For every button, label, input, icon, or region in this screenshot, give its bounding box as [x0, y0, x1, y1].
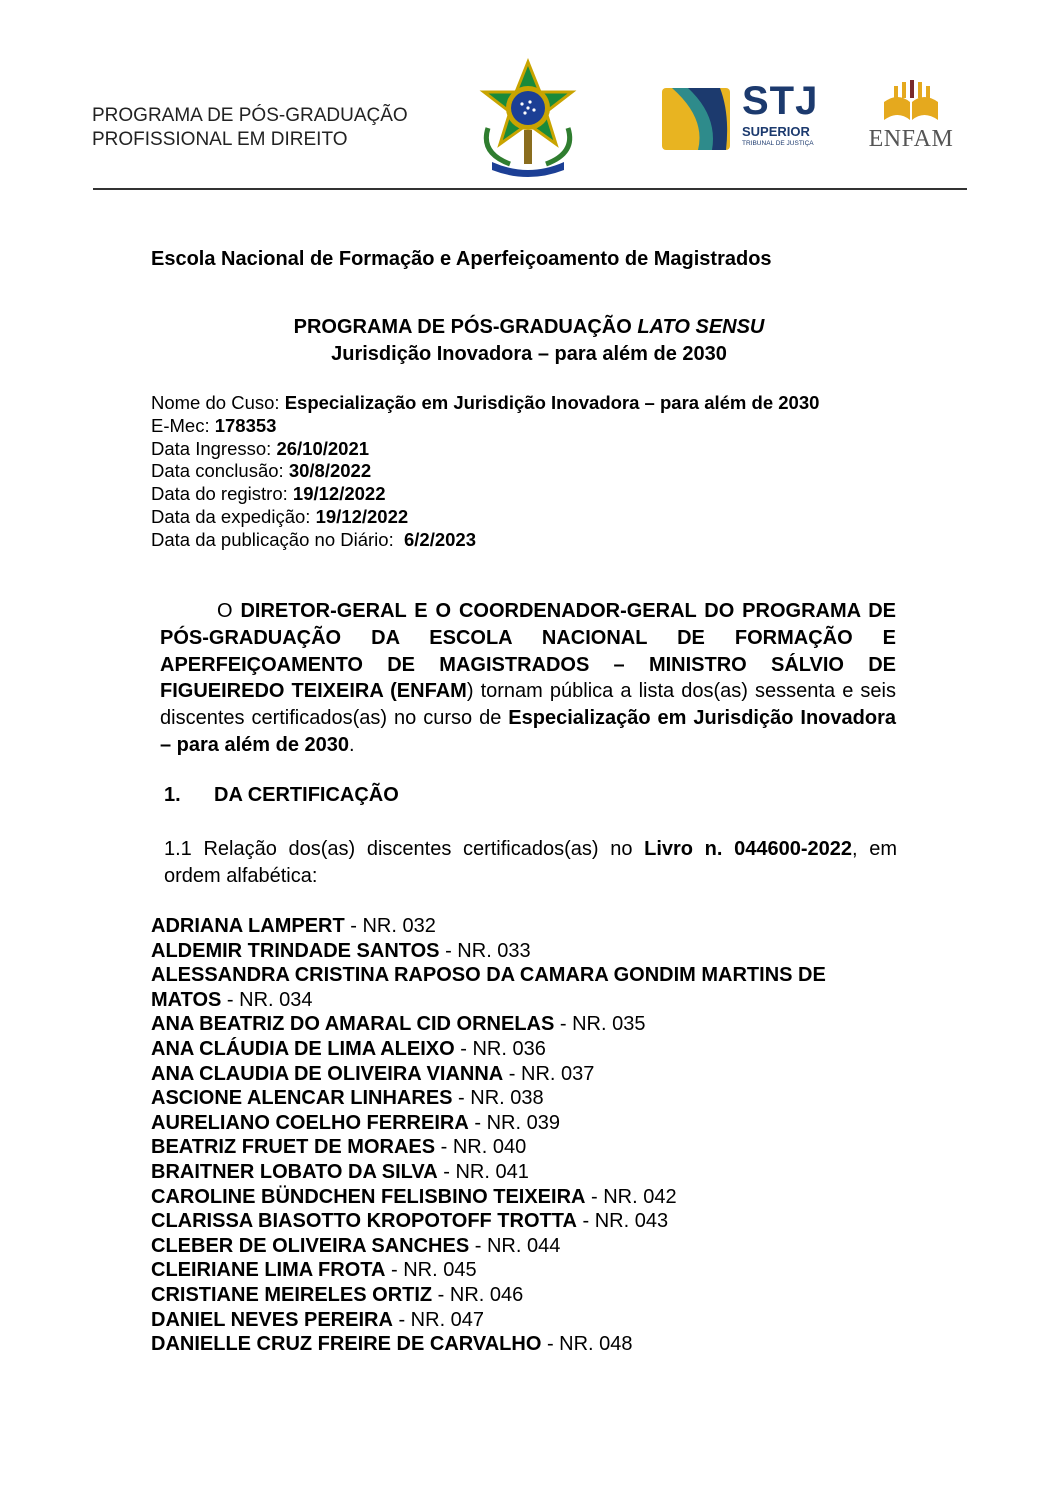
enfam-logo: [864, 80, 958, 156]
student-list: [151, 914, 901, 1357]
brazil-coat-of-arms-icon: [470, 58, 586, 178]
header-divider: [93, 188, 967, 190]
program-subtitle: Jurisdição Inovadora – para além de 2030: [331, 343, 727, 365]
stj-logo-sub1: SUPERIOR: [742, 124, 810, 139]
list-item: CLEIRIANE LIMA FROTA - NR. 045: [151, 1259, 477, 1282]
program-header-line2: PROFISSIONAL EM DIREITO: [92, 129, 348, 150]
list-item: CRISTIANE MEIRELES ORTIZ - NR. 046: [151, 1283, 524, 1306]
list-item: CLEBER DE OLIVEIRA SANCHES - NR. 044: [151, 1234, 561, 1257]
list-item: BRAITNER LOBATO DA SILVA - NR. 041: [151, 1160, 529, 1183]
list-item: ANA CLÁUDIA DE LIMA ALEIXO - NR. 036: [151, 1037, 546, 1060]
list-item: ANA CLAUDIA DE OLIVEIRA VIANNA - NR. 037: [151, 1062, 595, 1085]
stj-emblem-icon: [662, 82, 732, 154]
course-metadata: [151, 392, 819, 552]
list-item: ALESSANDRA CRISTINA RAPOSO DA CAMARA GONDIM MARTINS DE MATOS - NR. 034: [151, 964, 826, 1011]
program-title-prefix: PROGRAMA DE PÓS-GRADUAÇÃO: [293, 316, 638, 338]
meta-registration-date: Data do registro: 19/12/2022: [151, 483, 386, 505]
list-item: DANIEL NEVES PEREIRA - NR. 047: [151, 1308, 485, 1331]
section-number: 1.: [164, 784, 181, 806]
stj-logo: [662, 80, 834, 156]
school-name: Escola Nacional de Formação e Aperfeiçoamento de Magistrados: [151, 248, 772, 270]
meta-issue-date: Data da expedição: 19/12/2022: [151, 505, 409, 527]
meta-course-name: Nome do Cuso: Especialização em Jurisdição Inovadora – para além de 2030: [151, 392, 820, 413]
list-item: ALDEMIR TRINDADE SANTOS - NR. 033: [151, 939, 531, 962]
list-item: ANA BEATRIZ DO AMARAL CID ORNELAS - NR. 035: [151, 1013, 646, 1036]
enfam-book-icon: [864, 80, 958, 124]
meta-publication-date: Data da publicação no Diário: 6/2/2023: [151, 528, 476, 550]
stj-logo-sub2: TRIBUNAL DE JUSTIÇA: [742, 140, 814, 147]
section-title: DA CERTIFICAÇÃO: [214, 784, 399, 806]
intro-paragraph: O DIRETOR-GERAL E O COORDENADOR-GERAL DO PROGRAMA DE PÓS-GRADUAÇÃO DA ESCOLA NACIONAL DE FORMAÇÃO E APERFEIÇOAMENTO DE MAGISTRADOS – MINISTRO SÁLVIO DE FIGUEIREDO TEIXEIRA (ENFAM) tornam pública a lista dos(as) sessenta e seis discentes certificados(as) no curso de Especialização em Jurisdição Inovadora – para além de 2030.: [160, 600, 896, 756]
relation-paragraph: 1.1 Relação dos(as) discentes certificados(as) no Livro n. 044600-2022, em ordem alfabética:: [164, 838, 897, 887]
meta-conclusion-date: Data conclusão: 30/8/2022: [151, 460, 372, 482]
meta-emec: E-Mec: 178353: [151, 414, 277, 436]
list-item: CLARISSA BIASOTTO KROPOTOFF TROTTA - NR. 043: [151, 1210, 669, 1233]
list-item: ADRIANA LAMPERT - NR. 032: [151, 915, 436, 937]
list-item: ASCIONE ALENCAR LINHARES - NR. 038: [151, 1087, 544, 1110]
program-title: [151, 316, 907, 339]
list-item: CAROLINE BÜNDCHEN FELISBINO TEIXEIRA - NR. 042: [151, 1185, 677, 1208]
enfam-logo-text: ENFAM: [868, 126, 954, 152]
program-header: [92, 104, 408, 152]
list-item: DANIELLE CRUZ FREIRE DE CARVALHO - NR. 048: [151, 1333, 633, 1356]
list-item: BEATRIZ FRUET DE MORAES - NR. 040: [151, 1136, 527, 1159]
program-title-italic: LATO SENSU: [637, 316, 765, 338]
program-header-line1: PROGRAMA DE PÓS-GRADUAÇÃO: [92, 105, 408, 126]
stj-logo-text: STJ: [742, 79, 819, 123]
list-item: AURELIANO COELHO FERREIRA - NR. 039: [151, 1111, 560, 1134]
meta-start-date: Data Ingresso: 26/10/2021: [151, 437, 370, 459]
section-heading: [164, 784, 399, 807]
